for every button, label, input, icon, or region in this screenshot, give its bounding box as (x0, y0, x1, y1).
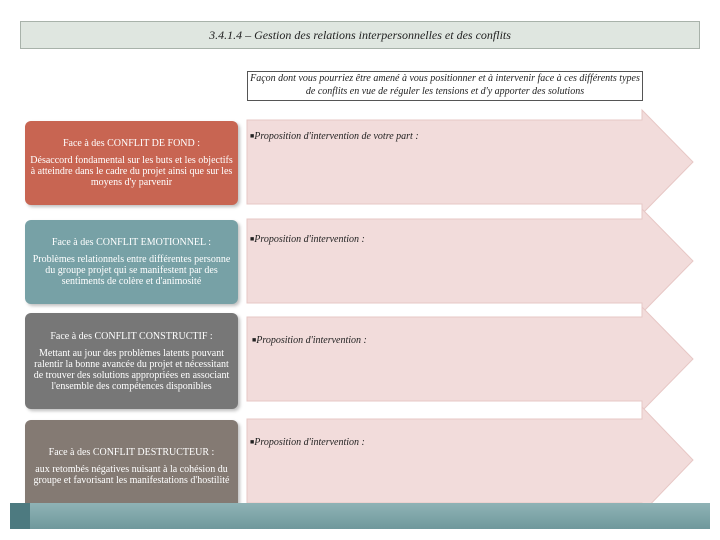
conflict-box-destructeur (25, 420, 238, 512)
proposal-label-emotionnel (250, 234, 365, 245)
conflict-box-constructif (25, 313, 238, 409)
proposal-arrow-fond (247, 110, 697, 214)
conflict-description: Désaccord fondamental sur les buts et les objectifs à atteindre dans le cadre du projet ainsi que sur les moyens d'y parvenir (30, 155, 233, 188)
conflict-heading: Face à des CONFLIT EMOTIONNEL : (51, 237, 212, 248)
proposal-label-text: Proposition d'intervention : (254, 437, 365, 448)
proposal-arrow-shape (247, 110, 693, 214)
proposal-arrow-constructif (247, 307, 697, 411)
proposal-arrow-shape (247, 407, 693, 513)
proposal-label-text: Proposition d'intervention de votre part : (254, 131, 419, 142)
proposal-arrow-shape (247, 209, 693, 313)
intro-box (247, 71, 643, 101)
intro-text: Façon dont vous pourriez être amené à vous positionner et à intervenir face à ces différents types de conflits en vue de réguler les tensions et d'y apporter des solutions (250, 73, 640, 97)
bottom-bar (10, 503, 710, 529)
proposal-label-constructif (252, 335, 367, 346)
proposal-arrow-shape (247, 307, 693, 411)
conflict-heading: Face à des CONFLIT CONSTRUCTIF : (50, 330, 213, 342)
conflict-description: Mettant au jour des problèmes latents pouvant ralentir la bonne avancée du projet et nécessitant de trouver des solutions appropriées en associant l'ensemble des compétences disponibles (33, 347, 230, 392)
slide-title (20, 21, 700, 49)
proposal-arrow-destructeur (247, 407, 697, 513)
bullet-icon: ■ (250, 235, 255, 243)
slide-title-text: 3.4.1.4 – Gestion des relations interpersonnelles et des conflits (209, 27, 511, 42)
bullet-icon: ■ (252, 336, 257, 344)
conflict-heading: Face à des CONFLIT DE FOND : (62, 138, 201, 149)
conflict-description: aux retombés négatives nuisant à la cohésion du groupe et favorisant les manifestations d'hostilité (33, 463, 230, 486)
bottom-bar-accent (10, 503, 30, 529)
proposal-label-destructeur (250, 437, 365, 448)
proposal-label-fond (250, 131, 419, 142)
proposal-arrow-emotionnel (247, 209, 697, 313)
conflict-box-fond (25, 121, 238, 205)
conflict-heading: Face à des CONFLIT DESTRUCTEUR : (48, 446, 215, 458)
proposal-label-text: Proposition d'intervention : (254, 234, 365, 245)
proposal-label-text: Proposition d'intervention : (256, 335, 367, 346)
conflict-box-emotionnel (25, 220, 238, 304)
conflict-description: Problèmes relationnels entre différentes personne du groupe projet qui se manifestent par des sentiments de colère et d'animosité (32, 254, 231, 287)
bullet-icon: ■ (250, 132, 255, 140)
bullet-icon: ■ (250, 438, 255, 446)
